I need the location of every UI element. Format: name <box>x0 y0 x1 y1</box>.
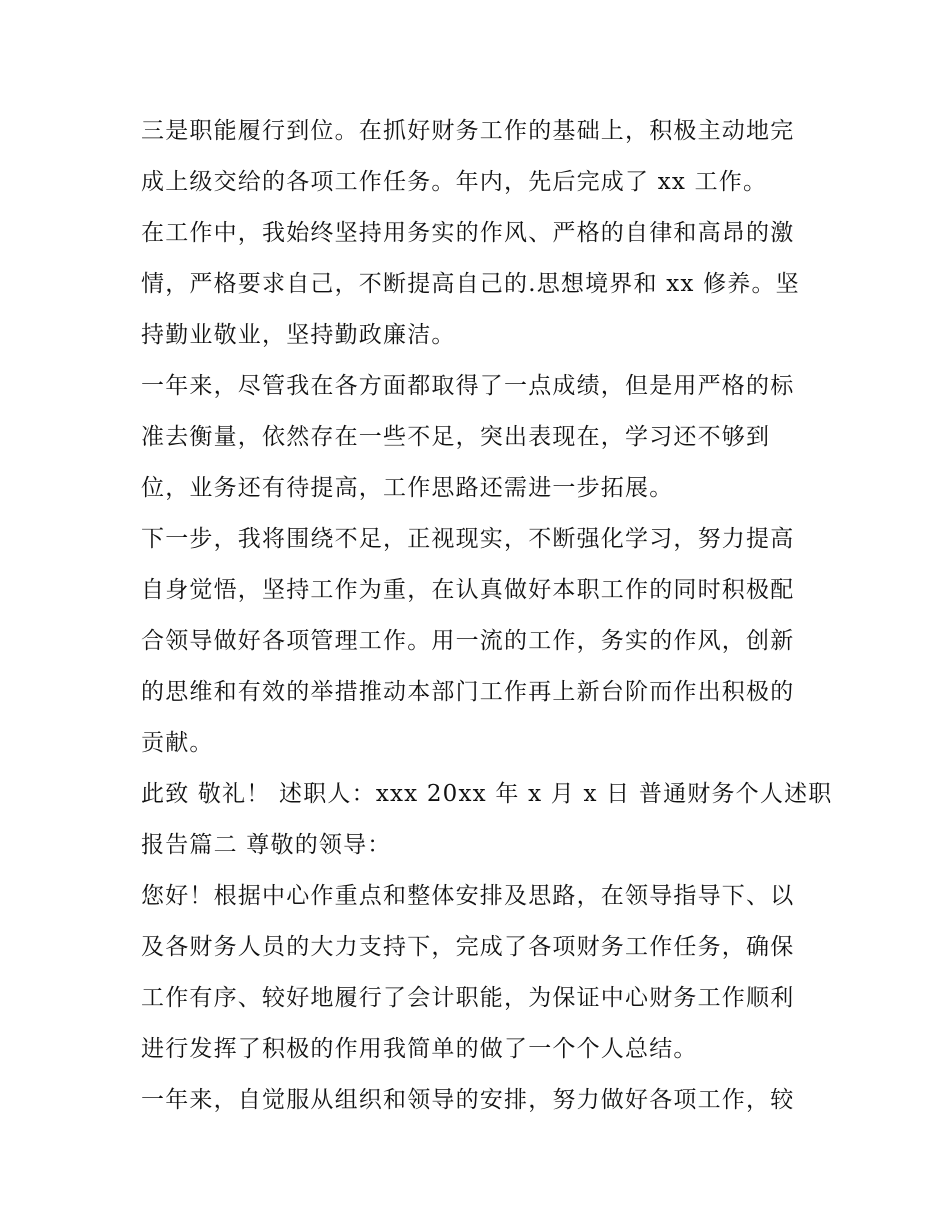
text-line: 报告篇二 尊敬的领导： <box>141 832 392 858</box>
text-line: 贡献。 <box>141 730 214 756</box>
text-line: 持勤业敬业，坚持勤政廉洁。 <box>141 322 456 348</box>
document-body <box>141 106 833 1126</box>
text-line: 您好！根据中心作重点和整体安排及思路，在领导指导下、以 <box>141 883 795 909</box>
text-line: 在工作中，我始终坚持用务实的作风、严格的自律和高昂的激 <box>141 220 795 246</box>
text-line: 一年来，自觉服从组织和领导的安排，努力做好各项工作，较 <box>141 1087 795 1113</box>
text-line: 的思维和有效的举措推动本部门工作再上新台阶而作出积极的 <box>141 679 795 705</box>
text-line: 及各财务人员的大力支持下，完成了各项财务工作任务，确保 <box>141 934 795 960</box>
text-line: 工作有序、较好地履行了会计职能，为保证中心财务工作顺利 <box>141 985 795 1011</box>
text-line: 进行发挥了积极的作用我简单的做了一个个人总结。 <box>141 1036 698 1062</box>
text-line: 合领导做好各项管理工作。用一流的工作，务实的作风，创新 <box>141 628 795 654</box>
text-line: 准去衡量，依然存在一些不足，突出表现在，学习还不够到 <box>141 424 771 450</box>
text-line: 位，业务还有待提高，工作思路还需进一步拓展。 <box>141 475 674 501</box>
text-line: 自身觉悟，坚持工作为重，在认真做好本职工作的同时积极配 <box>141 577 795 603</box>
text-line: 下一步，我将围绕不足，正视现实，不断强化学习，努力提高 <box>141 526 795 552</box>
text-line: 三是职能履行到位。在抓好财务工作的基础上，积极主动地完 <box>141 118 795 144</box>
text-line: 一年来，尽管我在各方面都取得了一点成绩，但是用严格的标 <box>141 373 795 399</box>
text-line: 此致 敬礼！ 述职人：xxx 20xx 年 x 月 x 日 普通财务个人述职 <box>141 781 833 807</box>
text-line: 成上级交给的各项工作任务。年内，先后完成了 xx 工作。 <box>141 169 768 195</box>
text-line: 情，严格要求自己，不断提高自己的.思想境界和 xx 修养。坚 <box>141 271 800 297</box>
